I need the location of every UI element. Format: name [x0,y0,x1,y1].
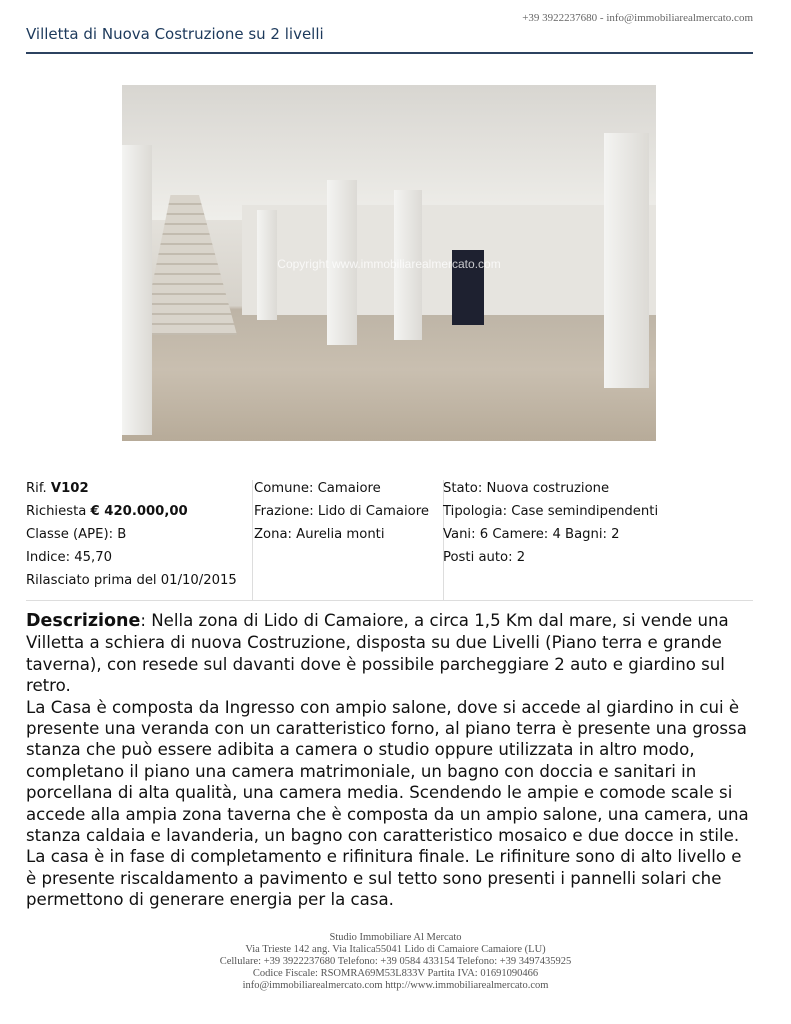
rif-row [26,480,252,503]
footer-phones: Cellulare: +39 3922237680 Telefono: +39 0584 433154 Telefono: +39 3497435925 [219,956,572,967]
description-label: Descrizione [26,611,141,631]
price-value: € 420.000,00 [90,504,188,519]
description-p1: : Nella zona di Lido di Camaiore, a circa 1,5 Km dal mare, si vende una Villetta a schiera di nuova Costruzione, disposta su due Livelli (Piano terra e grande taverna), con resede sul davanti dove è possibile parcheggiare 2 auto e giardino sul retro. [26,611,729,696]
footer-web: info@immobiliarealmercato.com http://www.immobiliarealmercato.com [242,980,549,991]
rif-label: Rif. [26,481,51,496]
info-column-3 [443,480,658,600]
description-p2: La Casa è composta da Ingresso con ampio salone, dove si accede al giardino in cui è presente una veranda con un caratteristico forno, al piano terra è presente una grossa stanza che può essere adibita a camera o studio oppure utilizzata in altro modo, completano il piano una camera matrimoniale, un bagno con doccia e sanitari in porcellana di alta qualità, una camera media. Scendendo le ampie e comode scale si accede alla ampia zona taverna che è composta da un ampio salone, una camera, una stanza caldaia e lavanderia, un bagno con caratteristico mosaico e due docce in stile. La casa è in fase di completamento e rifinitura finale. Le rifiniture sono di alto livello e è presente riscaldamento a pavimento e sul tetto sono presenti i pannelli solari che permettono di generare energia per la casa. [26,697,749,910]
footer-company: Studio Immobiliare Al Mercato [329,932,462,943]
property-info-table [26,480,753,601]
indice: Indice: 45,70 [26,550,113,565]
stato: Stato: Nuova costruzione [443,481,610,496]
info-column-1 [26,480,253,600]
rilasciato: Rilasciato prima del 01/10/2015 [26,573,237,588]
photo-watermark: Copyright www.immobiliarealmercato.com [277,257,501,271]
footer-address: Via Trieste 142 ang. Via Italica55041 Lido di Camaiore Camaiore (LU) [245,944,546,955]
price-row [26,503,252,526]
info-column-2 [253,480,444,600]
footer-tax: Codice Fiscale: RSOMRA69M53L833V Partita IVA: 01691090466 [252,968,539,979]
comune: Comune: Camaiore [254,481,381,496]
frazione: Frazione: Lido di Camaiore [254,504,429,519]
tipologia: Tipologia: Case semindipendenti [443,504,659,519]
price-label: Richiesta [26,504,91,519]
description [26,610,756,911]
photo-ceiling [122,85,656,220]
vani: Vani: 6 Camere: 4 Bagni: 2 [443,527,620,542]
posti-auto: Posti auto: 2 [443,550,526,565]
classe: Classe (APE): B [26,527,127,542]
page-title: Villetta di Nuova Costruzione su 2 livelli [26,25,324,43]
photo-pillar [122,145,152,435]
property-photo [122,85,656,441]
header-contact: +39 3922237680 - info@immobiliarealmercato.com [522,12,753,24]
title-divider [26,52,753,54]
footer [0,932,791,992]
zona: Zona: Aurelia monti [254,527,385,542]
rif-value: V102 [50,481,89,496]
